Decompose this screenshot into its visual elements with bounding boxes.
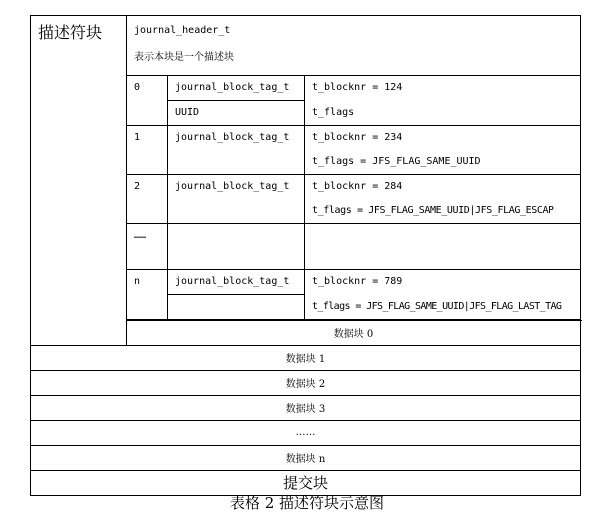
tag-type: journal_block_tag_t <box>168 270 305 295</box>
data-block-ellipsis: …… <box>31 420 581 445</box>
tag-value-empty <box>305 224 581 270</box>
data-block: 数据块 2 <box>31 370 581 395</box>
data-block: 数据块 3 <box>31 395 581 420</box>
tag-index-ellipsis: …… <box>127 224 168 270</box>
tag-flags: t_flags = JFS_FLAG_SAME_UUID <box>305 150 581 175</box>
data-block: 数据块 n <box>31 445 581 470</box>
journal-header-desc: 表示本块是一个描述块 <box>134 52 234 63</box>
tag-blocknr: t_blocknr = 789 <box>305 270 581 295</box>
tag-blocknr: t_blocknr = 234 <box>305 126 581 151</box>
tag-blocknr: t_blocknr = 124 <box>305 76 581 101</box>
tag-index: 2 <box>127 175 168 224</box>
journal-header-cell <box>127 16 581 76</box>
tag-index: 0 <box>127 76 168 126</box>
tag-type: journal_block_tag_t <box>168 175 305 224</box>
tag-flags: t_flags = JFS_FLAG_SAME_UUID|JFS_FLAG_ESCAP <box>305 199 581 224</box>
tag-type-empty <box>168 224 305 270</box>
tag-index: n <box>127 270 168 320</box>
data-block: 数据块 0 <box>127 320 581 345</box>
descriptor-block-label: 描述符块 <box>31 16 127 346</box>
tag-type: journal_block_tag_t <box>168 126 305 175</box>
journal-header-type: journal_header_t <box>134 25 231 36</box>
descriptor-block-table <box>30 15 581 496</box>
tag-type: journal_block_tag_t <box>168 76 305 101</box>
tag-flags: t_flags = JFS_FLAG_SAME_UUID|JFS_FLAG_LAST_TAG <box>305 295 581 320</box>
data-block: 数据块 1 <box>31 345 581 370</box>
tag-extra: UUID <box>168 101 305 126</box>
tag-extra-empty <box>168 295 305 320</box>
tag-index: 1 <box>127 126 168 175</box>
commit-block: 提交块 <box>31 470 581 495</box>
tag-blocknr: t_blocknr = 284 <box>305 175 581 200</box>
table-caption: 表格 2 描述符块示意图 <box>229 494 385 512</box>
tag-flags: t_flags <box>305 101 581 126</box>
